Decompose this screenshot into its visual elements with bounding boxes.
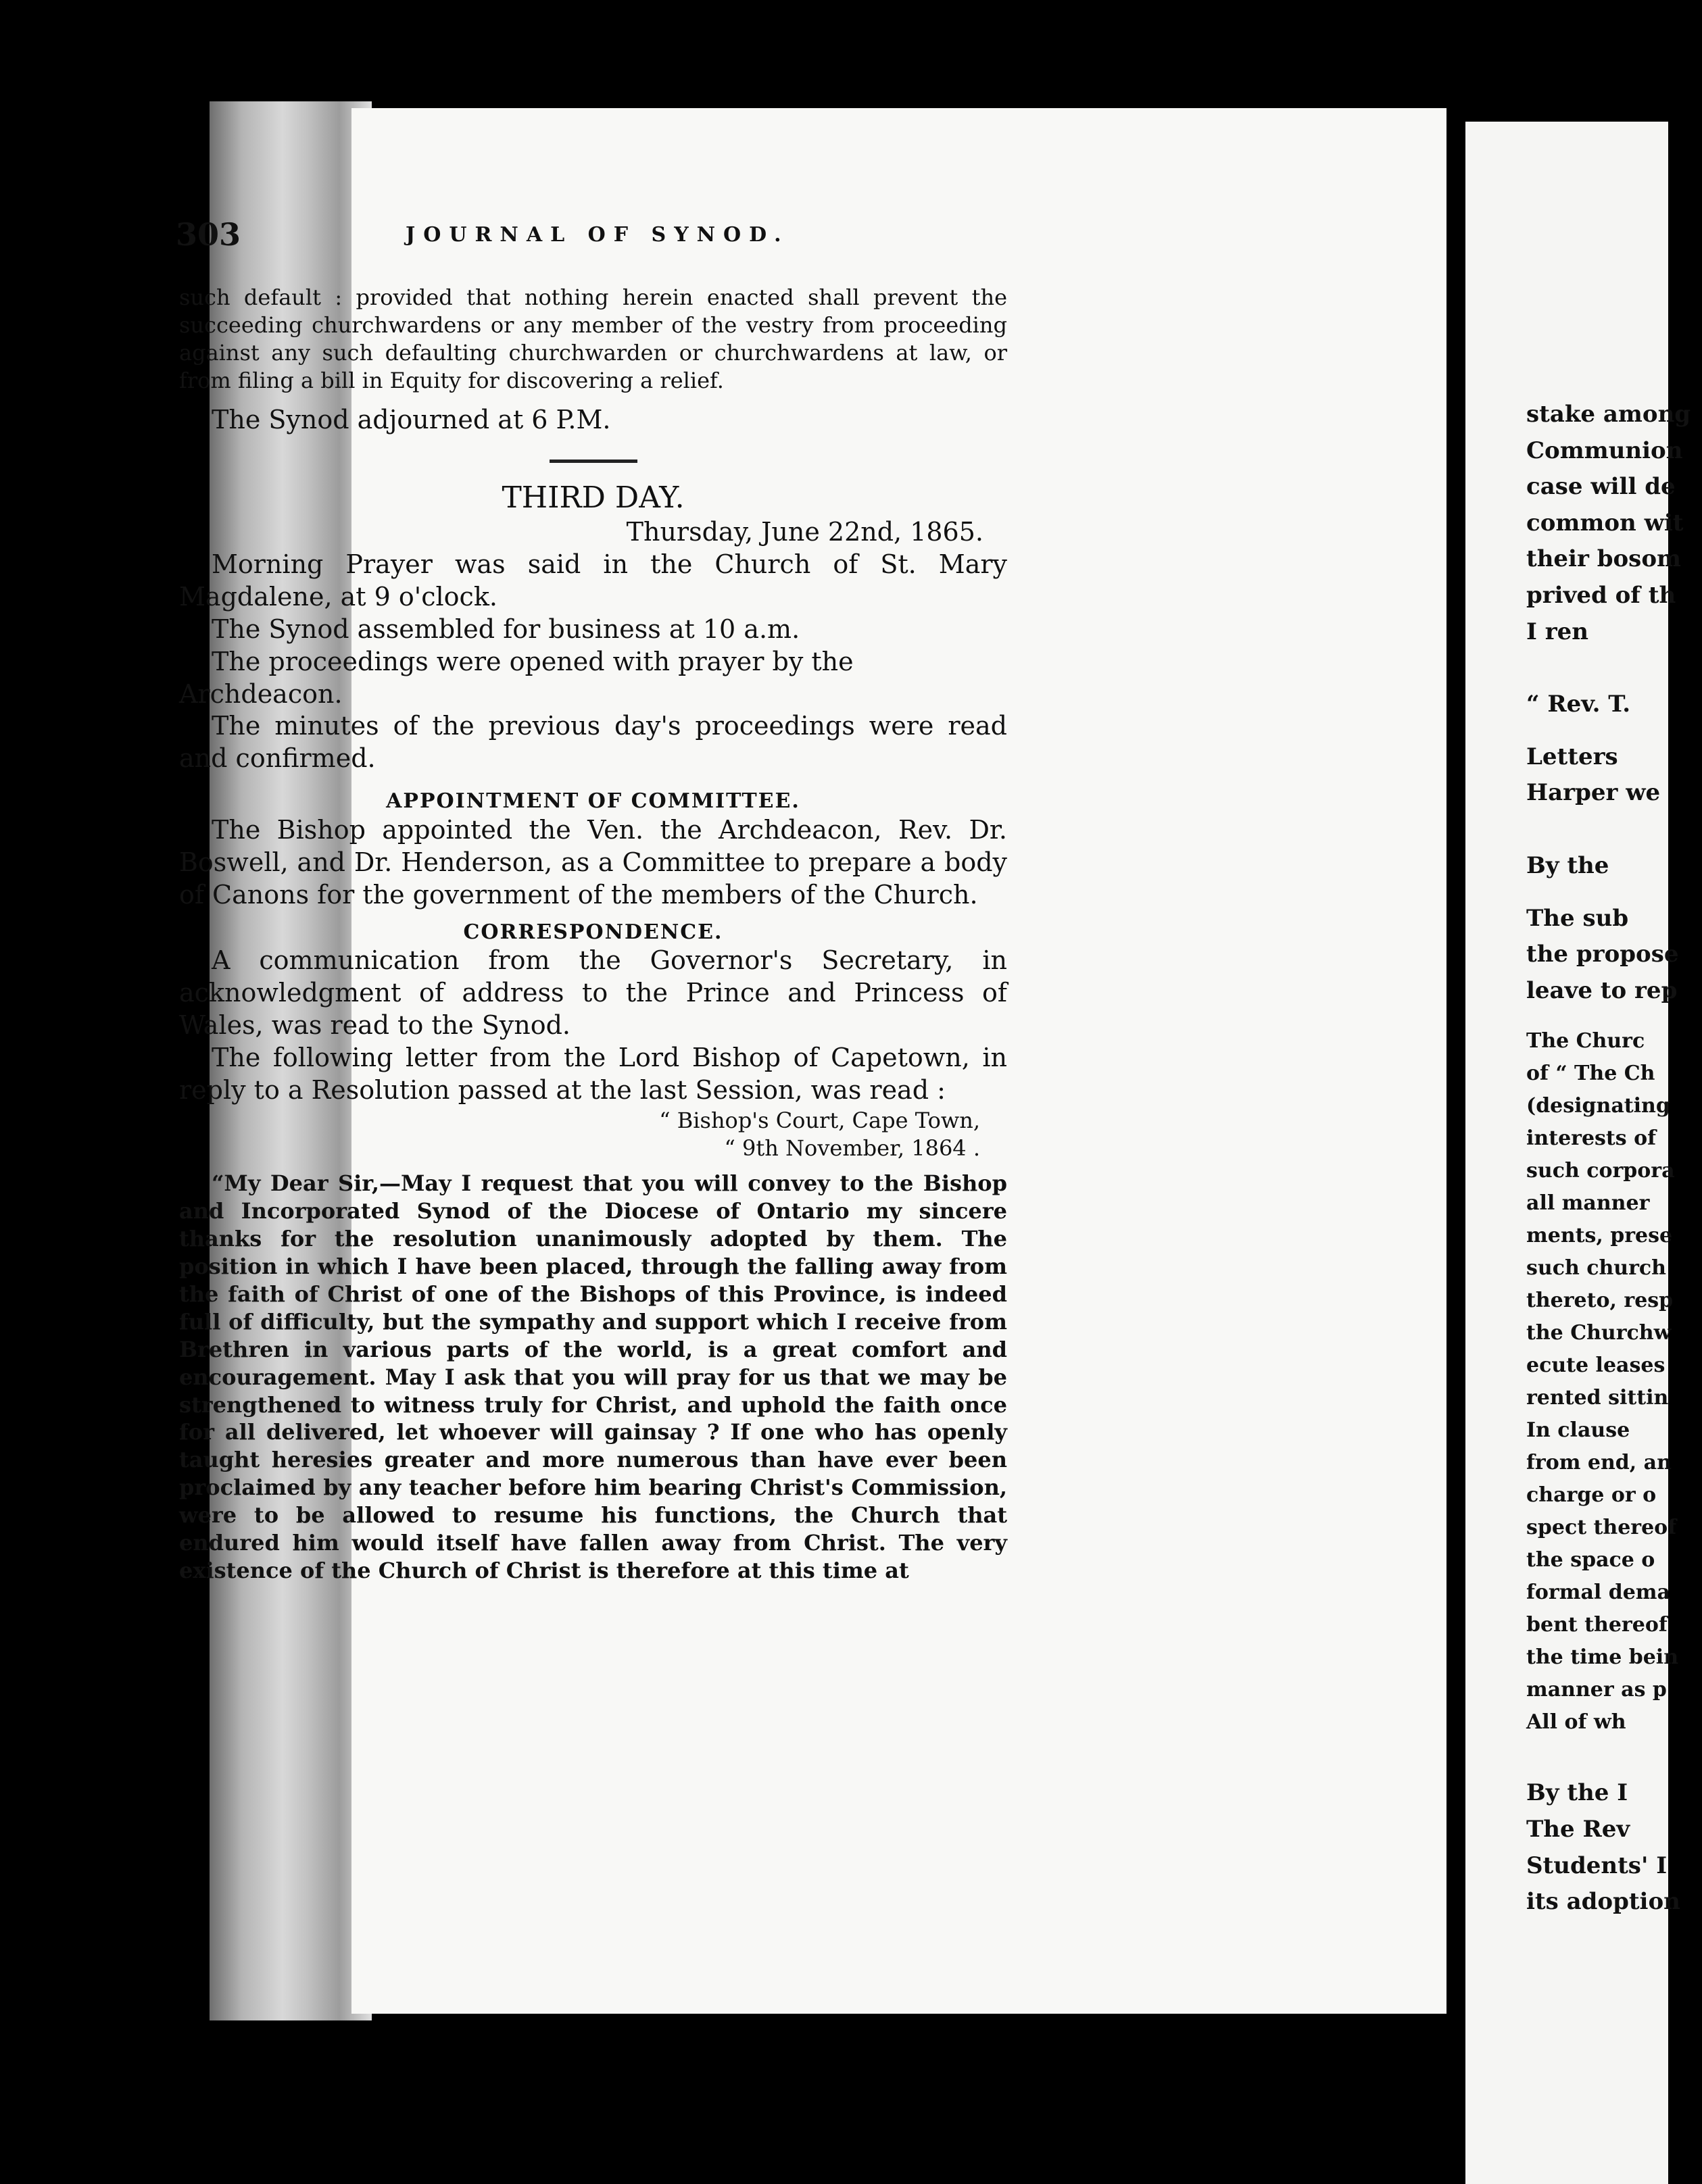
adjacent-line: All of wh	[1526, 1710, 1626, 1735]
paragraph-adjourned: The Synod adjourned at 6 P.M.	[212, 404, 611, 435]
paragraph-assembled: The Synod assembled for business at 10 a.m.	[212, 614, 800, 644]
adjacent-line: its adoption	[1526, 1888, 1680, 1916]
adjacent-line: ecute leases	[1526, 1354, 1665, 1378]
paragraph-morning-prayer: Morning Prayer was said in the Church of St. Mary Magdalene, at 9 o'clock.	[179, 549, 1007, 612]
adjacent-page	[1465, 122, 1691, 2184]
adjacent-line: The Churc	[1526, 1029, 1645, 1053]
running-head: JOURNAL OF SYNOD.	[406, 223, 789, 247]
adjacent-line: Letters	[1526, 743, 1618, 770]
adjacent-line: rented sittin	[1526, 1386, 1669, 1410]
adjacent-line: thereto, resp	[1526, 1289, 1674, 1313]
adjacent-line: charge or o	[1526, 1483, 1657, 1508]
adjacent-line: the time bein	[1526, 1645, 1678, 1670]
adjacent-line: such corpora	[1526, 1159, 1675, 1183]
adjacent-line: Harper we	[1526, 779, 1661, 807]
adjacent-line: The sub	[1526, 904, 1629, 932]
adjacent-line: leave to rep	[1526, 976, 1678, 1004]
address-line: “ Bishop's Court, Cape Town,	[659, 1107, 980, 1133]
letter-address	[179, 1107, 1007, 1163]
adjacent-line: Communion	[1526, 437, 1683, 464]
adjacent-line: such church	[1526, 1256, 1666, 1281]
adjacent-line: In clause	[1526, 1418, 1630, 1443]
adjacent-line: stake among	[1526, 401, 1691, 428]
paragraph-default: such default : provided that nothing herein enacted shall prevent the succeeding churchwardens or any member of the vestry from proceeding against any such defaulting churchwarden or churchwardens at law, or from filing a bill in Equity for discovering a relief.	[179, 284, 1007, 393]
adjacent-line: spect thereof	[1526, 1516, 1677, 1540]
paragraph-appointment: The Bishop appointed the Ven. the Archdeacon, Rev. Dr. Boswell, and Dr. Henderson, as a Committee to prepare a body of Canons for the government of the members of the Church.	[179, 814, 1007, 910]
section-rule	[550, 460, 637, 463]
page-body	[179, 284, 1007, 1585]
adjacent-line: prived of th	[1526, 581, 1676, 609]
address-line: “ 9th November, 1864 .	[724, 1135, 980, 1162]
day-title: THIRD DAY.	[502, 480, 685, 515]
adjacent-line: Students' I	[1526, 1852, 1668, 1879]
paragraph-minutes: The minutes of the previous day's proceedings were read and confirmed.	[179, 711, 1007, 774]
adjacent-line: I ren	[1526, 618, 1589, 645]
adjacent-line: the Churchw	[1526, 1321, 1672, 1345]
heading-correspondence: CORRESPONDENCE.	[463, 920, 723, 944]
adjacent-line: By the	[1526, 851, 1609, 879]
adjacent-line: the space o	[1526, 1548, 1655, 1572]
paragraph-proceedings: The proceedings were opened with prayer by the Archdeacon.	[179, 646, 854, 709]
adjacent-line: formal dema	[1526, 1581, 1670, 1605]
page-number: 303	[176, 216, 241, 253]
paragraph-following-letter: The following letter from the Lord Bishop of Capetown, in reply to a Resolution passed at the last Session, was read :	[179, 1042, 1007, 1105]
adjacent-line: “ Rev. T.	[1526, 691, 1631, 718]
adjacent-line: case will de	[1526, 473, 1676, 501]
adjacent-line: (designating	[1526, 1094, 1670, 1118]
adjacent-line: the propose	[1526, 941, 1679, 968]
adjacent-line: all manner	[1526, 1191, 1650, 1216]
adjacent-line: their bosom	[1526, 545, 1681, 573]
date-line: Thursday, June 22nd, 1865.	[626, 517, 983, 547]
adjacent-line: The Rev	[1526, 1815, 1630, 1843]
adjacent-line: manner as p	[1526, 1678, 1667, 1702]
adjacent-line: ments, prese	[1526, 1224, 1673, 1248]
adjacent-line: interests of	[1526, 1126, 1657, 1151]
adjacent-line: from end, an	[1526, 1451, 1672, 1475]
adjacent-line: By the I	[1526, 1779, 1628, 1807]
heading-appointment: APPOINTMENT OF COMMITTEE.	[386, 789, 800, 814]
adjacent-line: of “ The Ch	[1526, 1062, 1655, 1086]
letter-text: “My Dear Sir,—May I request that you will convey to the Bishop and Incorporated Synod of the Diocese of Ontario my sincere thanks for the resolution unanimously adopted by them. The position in which I have been placed, through the falling away from the faith of Christ of one of the Bishops of this Province, is indeed full of difficulty, but the sympathy and support which I receive from Brethren in various parts of the world, is a great comfort and encouragement. May I ask that you will pray for us that we may be strengthened to witness truly for Christ, and uphold the faith once for all delivered, let whoever will gainsay ? If one who has openly taught heresies greater and more numerous than have ever been proclaimed by any teacher before him bearing Christ's Commission, were to be allowed to resume his functions, the Church that endured him would itself have fallen away from Christ. The very existence of the Church of Christ is therefore at this time at	[179, 1170, 1007, 1584]
page-header	[176, 216, 1014, 264]
paragraph-communication: A communication from the Governor's Secretary, in acknowledgment of address to the Prince and Princess of Wales, was read to the Synod.	[179, 945, 1007, 1041]
adjacent-page-text	[1526, 399, 1702, 1922]
adjacent-line: common wit	[1526, 509, 1684, 537]
adjacent-line: bent thereof	[1526, 1613, 1668, 1637]
